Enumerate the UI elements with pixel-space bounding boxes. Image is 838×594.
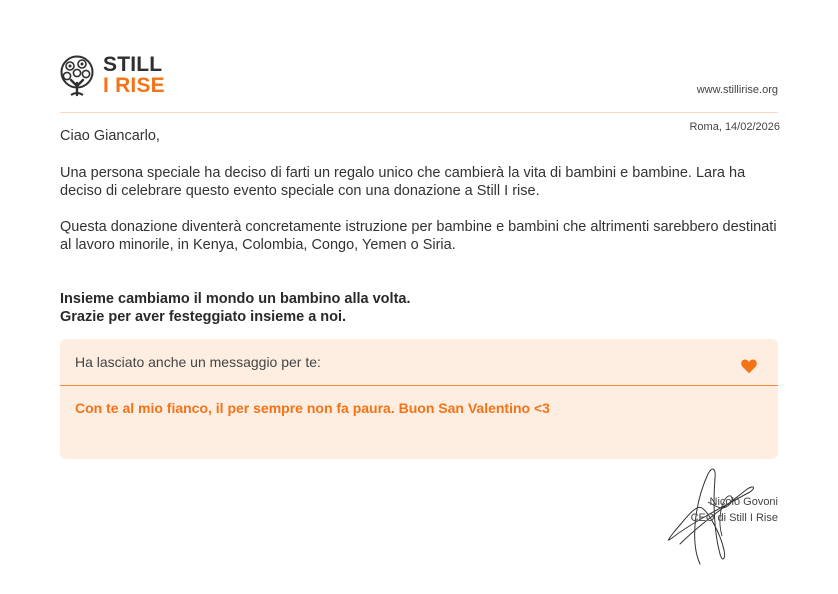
- closing-text: [60, 290, 411, 326]
- message-box: [60, 339, 778, 459]
- signatory-name: Nicolò Govoni: [709, 496, 778, 508]
- heart-icon: [740, 358, 758, 374]
- closing-line-1: Insieme cambiamo il mondo un bambino alla volta.: [60, 291, 411, 307]
- greeting: Ciao Giancarlo,: [60, 128, 160, 144]
- header-divider: [60, 112, 778, 113]
- message-divider: [60, 385, 778, 386]
- paragraph-donation: Una persona speciale ha deciso di farti un regalo unico che cambierà la vita di bambini e bambine. Lara ha deciso di celebrare questo evento speciale con una donazione a Still I rise.: [60, 165, 746, 199]
- signatory-title: CEO di Still I Rise: [690, 512, 778, 524]
- message-heading: Ha lasciato anche un messaggio per te:: [75, 354, 321, 370]
- website-link[interactable]: www.stillirise.org: [696, 84, 778, 96]
- personal-message: Con te al mio fianco, il per sempre non fa paura. Buon San Valentino <3: [75, 400, 550, 416]
- signoff: [691, 494, 778, 526]
- logo-wordmark: [103, 54, 165, 96]
- letter-date: Roma, 14/02/2026: [689, 121, 780, 133]
- still-i-rise-logo: [57, 54, 167, 100]
- logo-still: STILL: [103, 53, 163, 76]
- closing-line-2: Grazie per aver festeggiato insieme a noi.: [60, 309, 347, 325]
- tree-icon: [57, 55, 97, 97]
- paragraph-impact: Questa donazione diventerà concretamente istruzione per bambine e bambini che altrimenti sarebbero destinati al lavoro minorile, in Kenya, Colombia, Congo, Yemen o Siria.: [60, 219, 777, 253]
- logo-i-rise: I RISE: [103, 74, 165, 97]
